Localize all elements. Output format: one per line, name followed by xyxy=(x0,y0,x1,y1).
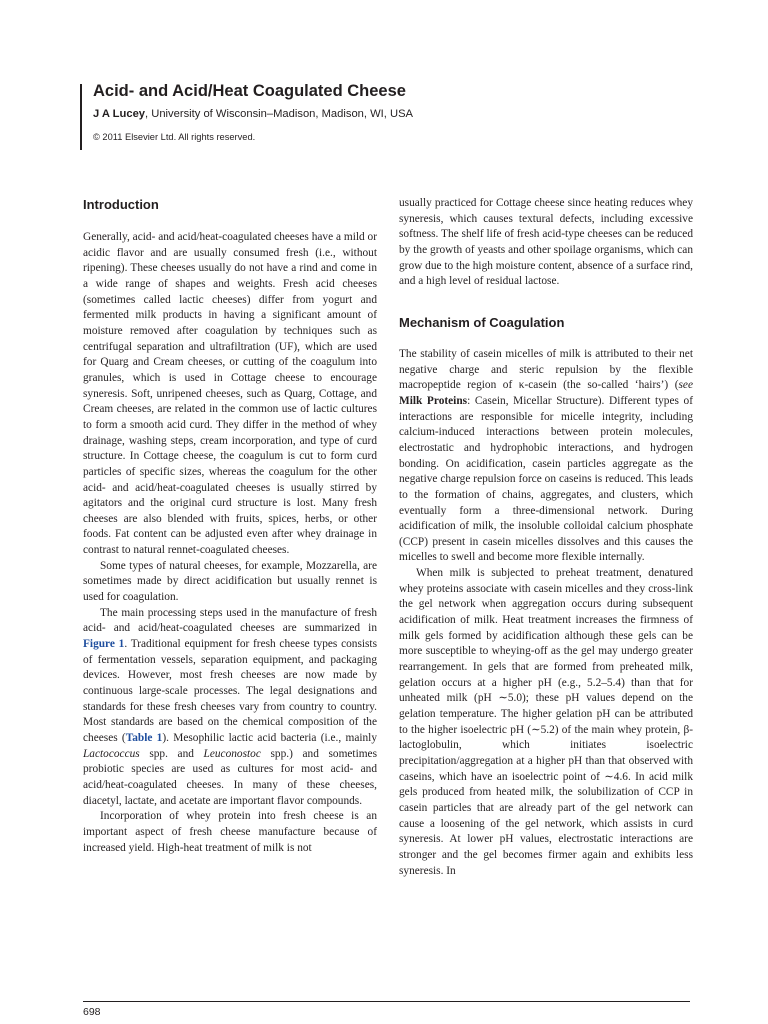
intro-paragraph-4: Incorporation of whey protein into fresh cheese is an important aspect of fresh cheese manufacture because of increased yield. High-heat treatment of milk is not xyxy=(83,810,377,854)
genus-name: Lactococcus xyxy=(83,747,140,760)
intro-paragraph-1: Generally, acid- and acid/heat-coagulated cheeses have a mild or acidic flavor and are usually consumed fresh (i.e., without ripening). These cheeses usually do not have a rind and come in a wide range of shapes and weights. Fresh acid cheeses (sometimes called lactic cheeses) differ from yogurt and fermented milk products in having a significant amount of moisture removed after coagulation by techniques such as centrifugal separation and ultrafiltration (UF), which are used for Quarg and Cream cheeses, or cutting of the coagulum into granules, which is used in Cottage cheese to encourage syneresis. Soft, unripened cheeses, such as Quarg, Cottage, and Cream cheeses, are related in the common use of lactic cultures to form a smooth acid curd. They differ in the method of whey drainage, washing steps, cream incorporation, and type of curd structure. In Cottage cheese, the coagulum is cut to form curd particles of specific sizes, whereas the coagulum for the other acid- and acid/heat-coagulated cheeses is usually stirred by agitators and the original curd structure is lost. Many fresh cheeses are also blended with fruits, spices, herbs, or other foods. Fat content can be adjusted even after whey drainage in contrast to natural rennet-coagulated cheeses. xyxy=(83,231,377,557)
footer-rule xyxy=(83,1001,690,1002)
article-title: Acid- and Acid/Heat Coagulated Cheese xyxy=(93,82,406,100)
intro-paragraph-3-text: ). Mesophilic lactic acid bacteria (i.e., mainly xyxy=(162,732,378,744)
right-column xyxy=(399,196,693,879)
intro-paragraph-3-text: spp. and xyxy=(139,747,204,760)
intro-paragraph-2: Some types of natural cheeses, for example, Mozzarella, are sometimes made by direct acidification but usually rennet is used for coagulation. xyxy=(83,559,377,604)
table-1-link[interactable]: Table 1 xyxy=(125,732,163,744)
milk-proteins-xref[interactable]: Milk Proteins xyxy=(399,394,468,407)
see-label: see xyxy=(678,379,693,392)
header-accent-rule xyxy=(80,84,82,150)
mechanism-heading: Mechanism of Coagulation xyxy=(399,314,565,330)
introduction-heading: Introduction xyxy=(83,197,159,212)
author-affiliation: , University of Wisconsin–Madison, Madison, WI, USA xyxy=(145,108,413,120)
mechanism-paragraph-1 xyxy=(399,347,693,566)
mechanism-paragraph-1-text: : Casein, Micellar Structure). Different types of interactions are responsible for micelle integrity, including calcium-induced interactions between protein molecules, electrostatic and hydrophobic interactions, and hydrogen bonding. On acidification, casein particles aggregate as the negative charge repulsion force on caseins is reduced. This leads to the formation of chains, aggregates, and clusters, which eventually form a three-dimensional network. During acidification of milk, the insoluble colloidal calcium phosphate (CCP) present in casein micelles dissolves and this causes the micelles to swell and become more flexible internally. xyxy=(399,394,693,564)
author-line xyxy=(93,108,413,120)
mechanism-paragraph-1-text: The stability of casein micelles of milk is attributed to their net negative charge and steric repulsion by the flexible macropeptide region of κ-casein (the so-called ‘hairs’) ( xyxy=(399,347,693,392)
figure-1-link[interactable]: Figure 1 xyxy=(83,638,125,651)
intro-paragraph-4-continued: usually practiced for Cottage cheese since heating reduces whey syneresis, which causes textural defects, including excessive softness. The shelf life of fresh acid-type cheeses can be reduced by the growth of yeasts and other spoilage organisms, which can grow due to the high moisture content, absence of a surface rind, and a high level of residual lactose. xyxy=(399,197,693,288)
intro-paragraph-3 xyxy=(83,606,377,810)
mechanism-paragraph-2: When milk is subjected to preheat treatment, denatured whey proteins associate with casein micelles and they cross-link the gel network when aggregation occurs during subsequent acidification of milk. Heat treatment increases the firmness of milk gels formed by acidification although these gels can be more susceptible to wheying-off as the gel may undergo greater rearrangement. In gels that are formed from preheated milk, gelation occurs at a higher pH (e.g., 5.2–5.4) than that for unheated milk (pH ∼5.0); these pH values depend on the gelation temperature. The higher gelation pH can be attributed to the higher isoelectric pH (∼5.2) of the main whey protein, β-lactoglobulin, which initiates isoelectric precipitation/aggregation at a higher pH than that observed with caseins, which have an isoelectric point of ∼4.6. In acid milk gels produced from heated milk, the solubilization of CCP in casein particles that are already part of the gel network can cause a loosening of the gel network, which assists in curd syneresis. At lower pH values, electrostatic interactions are stronger and the gel becomes firmer again and exhibits less syneresis. In xyxy=(399,567,693,877)
page-number: 698 xyxy=(83,1006,101,1018)
author-name: J A Lucey xyxy=(93,108,146,120)
intro-paragraph-3-text: spp.) and sometimes probiotic species are used as cultures for most acid- and acid/heat-coagulated cheeses. In many of these cheeses, diacetyl, lactate, and acetate are important flavor compounds. xyxy=(83,747,377,807)
intro-paragraph-3-text: The main processing steps used in the manufacture of fresh acid- and acid/heat-coagulated cheeses are summarized in xyxy=(83,606,377,635)
genus-name: Leuconostoc xyxy=(203,747,261,760)
left-column xyxy=(83,196,377,856)
copyright-notice: © 2011 Elsevier Ltd. All rights reserved. xyxy=(93,132,256,142)
intro-paragraph-3-text: . Traditional equipment for fresh cheese types consists of fermentation vessels, separation equipment, and packaging devices. However, most fresh cheeses are now made by continuous large-scale processes. The legal designations and standards for these fresh cheeses vary from country to country. Most standards are based on the chemical composition of the cheeses ( xyxy=(83,638,377,744)
